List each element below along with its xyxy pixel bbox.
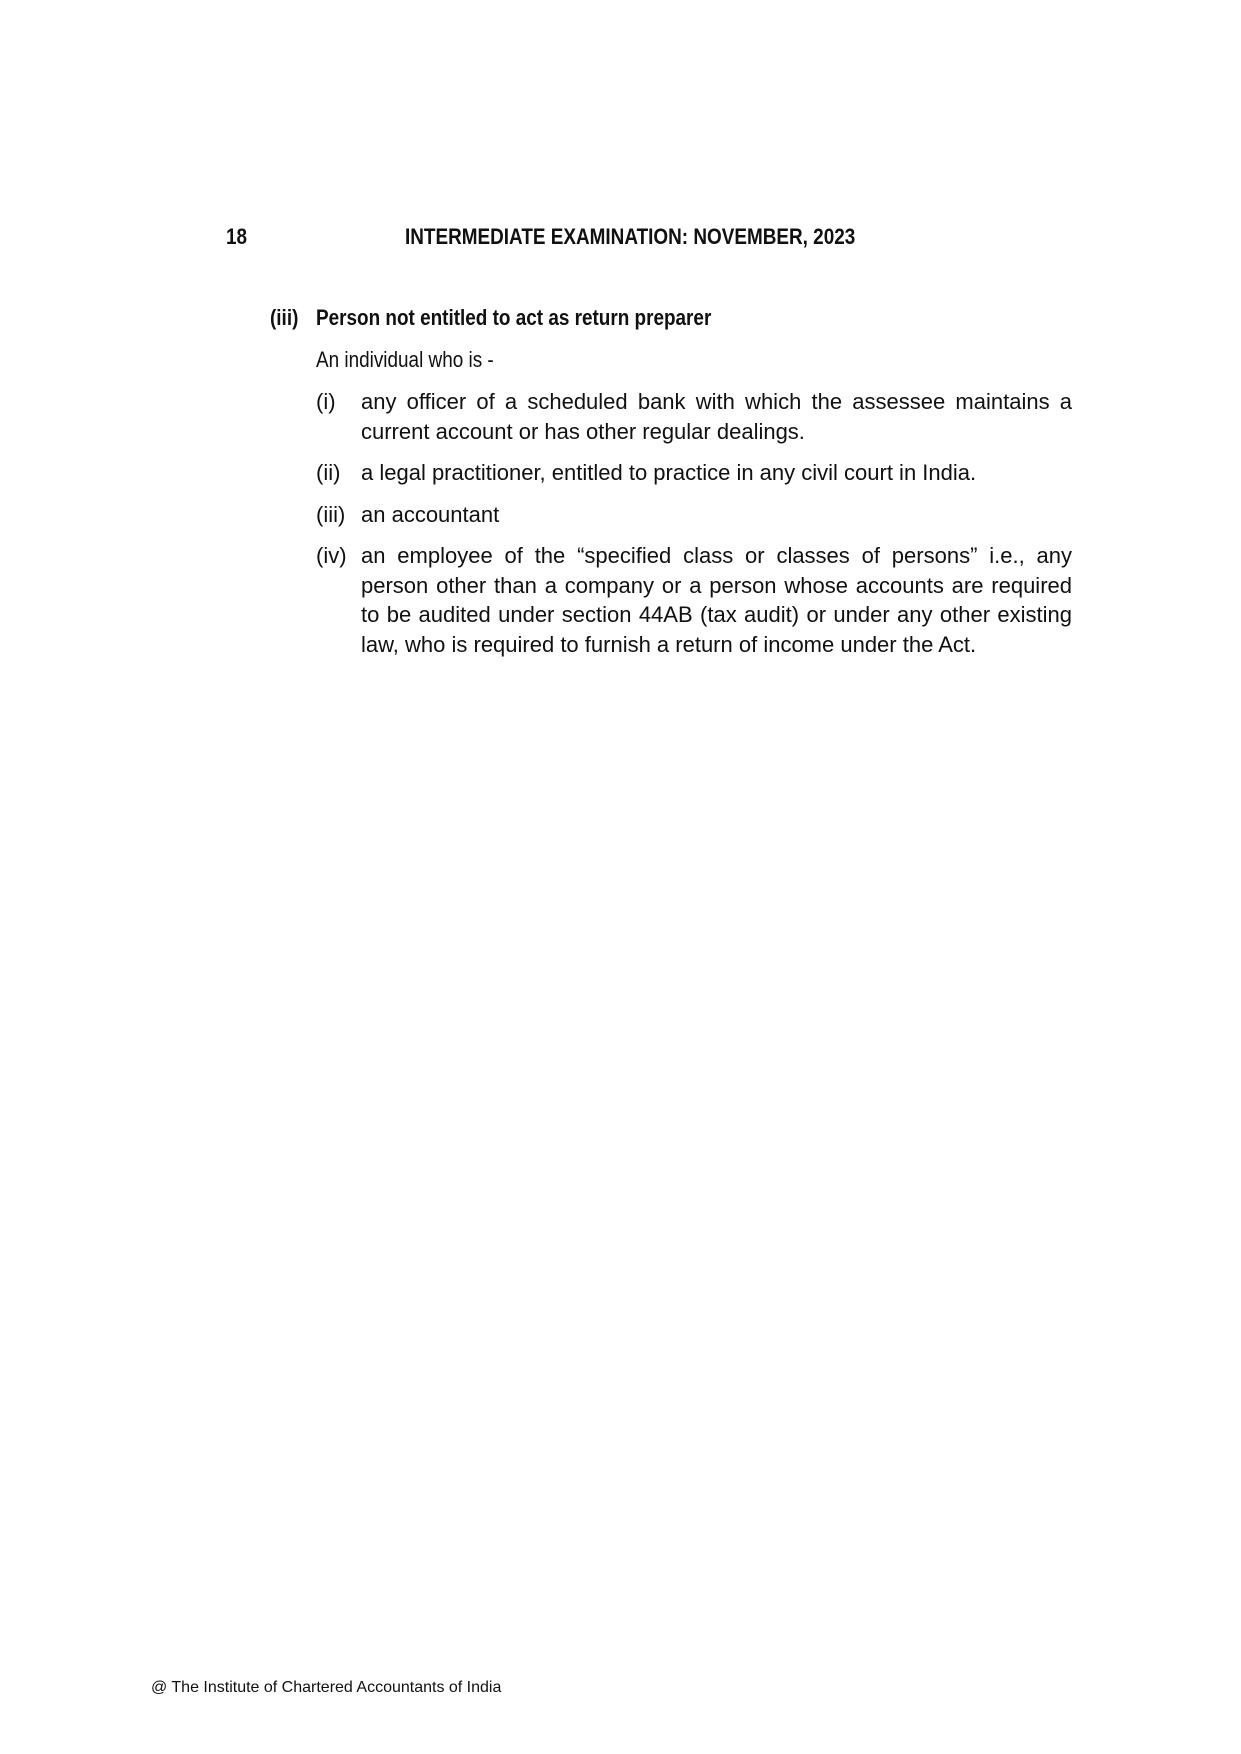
list-item-marker: (iii) [316, 501, 346, 527]
list-item-text: any officer of a scheduled bank with which the assessee maintains a current account or has other regular dealings. [361, 389, 1072, 444]
answer-section [270, 303, 1072, 659]
page-number: 18 [226, 224, 248, 249]
section-intro: An individual who is - [316, 347, 494, 372]
page-title: INTERMEDIATE EXAMINATION: NOVEMBER, 2023 [405, 224, 856, 249]
list-item-text: a legal practitioner, entitled to practice in any civil court in India. [361, 460, 977, 485]
list-item-text: an accountant [361, 501, 500, 527]
list-item [316, 387, 1072, 446]
section-heading [270, 303, 1050, 333]
copyright-footer: @ The Institute of Chartered Accountants of India [151, 1679, 502, 1696]
list-item-text: an employee of the “specified class or classes of persons” i.e., any person other than a company or a person whose accounts are required to be audited under section 44AB (tax audit) or under any other existing law, who is required to furnish a return of income under the Act. [361, 543, 1072, 657]
section-marker: (iii) [270, 305, 299, 330]
list-item [316, 541, 1072, 659]
section-title: Person not entitled to act as return preparer [316, 305, 712, 330]
ineligible-persons-list [316, 387, 1072, 659]
list-item-marker: (i) [316, 389, 336, 414]
list-item-marker: (iv) [316, 543, 347, 568]
list-item-marker: (ii) [316, 460, 341, 485]
list-item [316, 458, 1050, 488]
list-item [316, 500, 1050, 530]
